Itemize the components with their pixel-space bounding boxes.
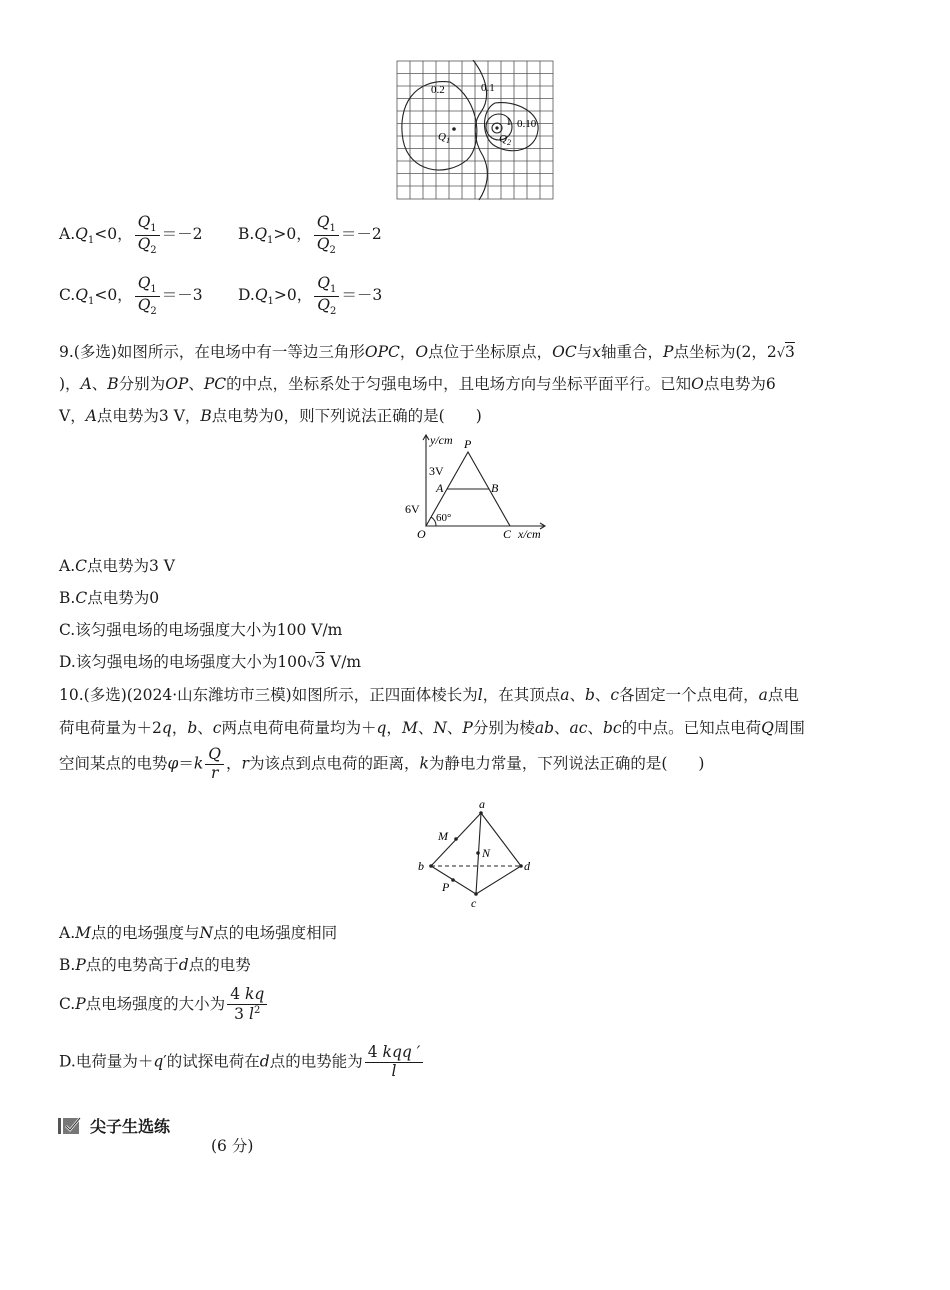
q9-option-c[interactable]: C.该匀强电场的电场强度大小为100 V/m xyxy=(59,621,343,639)
q10-stem-line3: 空间某点的电势φ＝k $\frac{Q}{r}$ ，r为该点到点电荷的距离，k为静电力常量，下列说法正确的是( ) xyxy=(59,745,705,782)
fig9-label-c: C xyxy=(503,527,512,541)
q10-stem-line1: 10.(多选)(2024·山东潍坊市三模)如图所示，正四面体棱长为l，在其顶点a、b、c各固定一个点电荷，a点电 xyxy=(59,686,799,704)
q9-stem-line1: 9.(多选)如图所示，在电场中有一等边三角形OPC，O点位于坐标原点，OC与x轴重合，P点坐标为(2，2√3 xyxy=(59,343,795,361)
fig10-label-m: M xyxy=(438,829,448,843)
q10-option-b[interactable]: B.P点的电势高于d点的电势 xyxy=(59,956,251,974)
q10-option-d[interactable]: D.电荷量为＋q′的试探电荷在d点的电势能为 $\frac{\text{4 kqq ′}}{l}$ xyxy=(59,1044,425,1081)
q8-option-c[interactable]: $C.Q_1<0$， $\frac{Q_1}{Q_2}$ ＝－3 xyxy=(59,274,203,317)
q8-option-b[interactable]: $B.Q_1>0$， $\frac{Q_1}{Q_2}$ ＝－2 xyxy=(238,213,382,256)
fig9-label-o: O xyxy=(417,527,426,541)
fig10-label-n: N xyxy=(482,846,491,860)
checklist-icon xyxy=(58,1116,82,1136)
q8a-fraction: $\frac{Q_1}{Q_2}$ xyxy=(135,214,160,256)
fig1-label-1: 1 xyxy=(506,116,512,128)
fig9-xlabel: x/cm xyxy=(518,527,541,541)
tetrahedron-figure xyxy=(412,796,542,912)
q8-option-a[interactable]: $A.Q_1<0$， $\frac{Q_1}{Q_2}$ ＝－2 xyxy=(59,213,203,256)
section-header xyxy=(58,1114,170,1137)
fig1-label-0.2: 0.2 xyxy=(431,84,445,96)
fig10-label-b: b xyxy=(418,859,424,873)
q10d-fraction: $\frac{\text{4 kqq ′}}{l}$ xyxy=(365,1044,424,1081)
q8b-fraction: $\frac{Q_1}{Q_2}$ xyxy=(314,214,339,256)
fig1-label-q1: $Q_1$ xyxy=(438,131,450,145)
fig10-label-p: P xyxy=(442,880,450,894)
q10-option-a[interactable]: A.M点的电场强度与N点的电场强度相同 xyxy=(59,924,338,942)
fig10-label-c: c xyxy=(471,896,477,910)
q10-option-c[interactable]: C.P点电场强度的大小为 $\frac{4 kq}{3 l^2}$ xyxy=(59,986,269,1024)
sqrt-symbol: √ xyxy=(776,346,786,361)
fig9-label-a: A xyxy=(436,481,444,495)
fig10-label-d: d xyxy=(524,859,530,873)
fig9-label-3v: 3V xyxy=(429,464,444,478)
fig1-label-0.1: 0.1 xyxy=(481,82,495,94)
section-score: (6 分) xyxy=(211,1137,254,1155)
q9-option-b[interactable]: B.C点电势为0 xyxy=(59,589,160,607)
fig10-label-a: a xyxy=(479,797,485,811)
q8-option-d[interactable]: $D.Q_1>0$， $\frac{Q_1}{Q_2}$ ＝－3 xyxy=(238,274,383,317)
fig9-ylabel: y/cm xyxy=(430,433,453,447)
section-title: 尖子生选练 xyxy=(90,1117,171,1136)
fig9-label-b: B xyxy=(491,481,499,495)
equipotential-grid-figure xyxy=(395,60,555,202)
q8d-fraction: $\frac{Q_1}{Q_2}$ xyxy=(314,275,339,317)
triangle-opc-figure xyxy=(400,432,555,544)
fig9-label-p: P xyxy=(464,437,472,451)
sqrt-symbol: √ xyxy=(306,656,316,671)
fig1-label-0.10: 0.10 xyxy=(517,118,537,130)
fig1-label-q2: $Q_2$ xyxy=(499,133,511,147)
q9-stem-line3: V，A点电势为3 V，B点电势为0，则下列说法正确的是( ) xyxy=(59,407,482,425)
fig9-label-angle: 60° xyxy=(436,512,452,524)
potential-fraction: $\frac{Q}{r}$ xyxy=(205,746,224,783)
q9-option-d[interactable]: D.该匀强电场的电场强度大小为100√3 V/m xyxy=(59,653,362,671)
q10c-fraction: $\frac{4 kq}{3 l^2}$ xyxy=(227,986,267,1024)
fig9-label-6v: 6V xyxy=(405,502,420,516)
q8c-fraction: $\frac{Q_1}{Q_2}$ xyxy=(135,275,160,317)
q10-stem-line2: 荷电荷量为＋2q，b、c两点电荷电荷量均为＋q，M、N、P分别为棱ab、ac、bc的中点。已知点电荷Q周围 xyxy=(59,719,805,737)
q9-stem-line2: )，A、B分别为OP、PC的中点，坐标系处于匀强电场中，且电场方向与坐标平面平行。已知O点电势为6 xyxy=(59,375,776,393)
q9-option-a[interactable]: A.C点电势为3 V xyxy=(59,557,175,575)
